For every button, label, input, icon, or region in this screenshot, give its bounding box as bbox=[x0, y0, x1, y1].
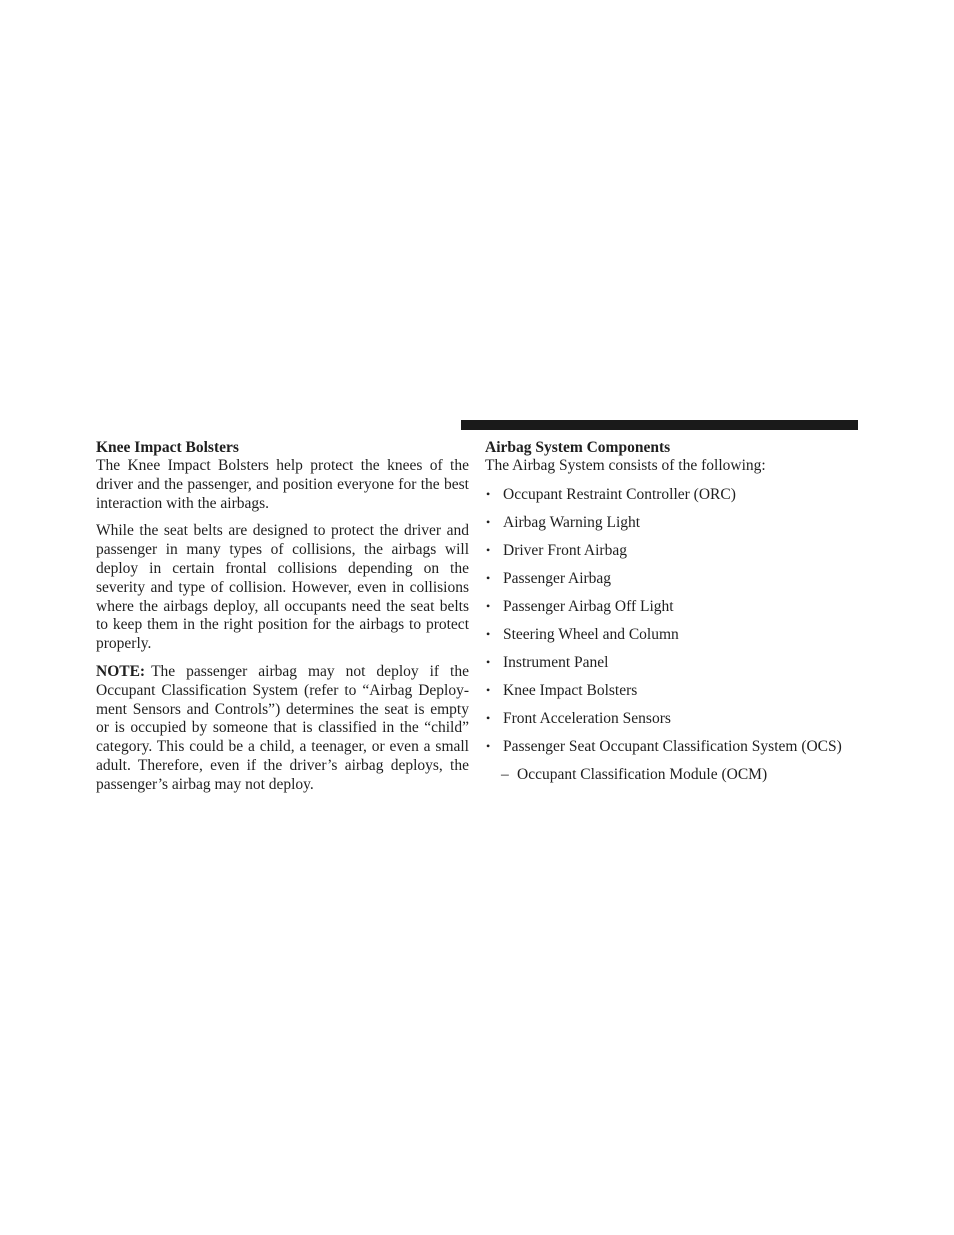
list-item-text: Passenger Airbag Off Light bbox=[503, 597, 674, 615]
note-label: NOTE: bbox=[96, 662, 146, 680]
list-item bbox=[485, 569, 865, 597]
left-column bbox=[96, 438, 469, 804]
right-column bbox=[485, 438, 865, 784]
knee-bolsters-heading: Knee Impact Bolsters bbox=[96, 439, 239, 456]
sub-list-item bbox=[485, 765, 865, 784]
airbag-components-intro: The Airbag System consists of the following: bbox=[485, 457, 766, 474]
list-item-text: Steering Wheel and Column bbox=[503, 625, 679, 643]
bullet-icon: • bbox=[486, 598, 491, 613]
list-item bbox=[485, 681, 865, 709]
section-header-rule bbox=[461, 420, 858, 430]
list-item bbox=[485, 485, 865, 513]
knee-bolsters-paragraph: The Knee Impact Bolsters help protect the knees of the driver and the passenger, and position everyone for the best interaction with the airbags. bbox=[96, 457, 469, 512]
list-item-text: Passenger Seat Occupant Classification System (OCS) bbox=[503, 737, 842, 755]
list-item-text: Knee Impact Bolsters bbox=[503, 681, 638, 699]
bullet-icon: • bbox=[486, 710, 491, 725]
bullet-icon: • bbox=[486, 626, 491, 641]
note-text: The passenger airbag may not deploy if the Occupant Classification System (refer to “Airbag Deploy-ment Sensors and Controls”) determines the seat is empty or is occupied by someone that is classified in the “child” category. This could be a child, a teenager, or even a small adult. Therefore, even if the driver’s airbag deploys, the passenger’s airbag may not deploy. bbox=[96, 662, 469, 793]
list-item-text: Passenger Airbag bbox=[503, 569, 612, 587]
list-item-text: Front Acceleration Sensors bbox=[503, 709, 671, 727]
list-item bbox=[485, 737, 865, 765]
list-item bbox=[485, 653, 865, 681]
list-item bbox=[485, 709, 865, 737]
list-item bbox=[485, 597, 865, 625]
bullet-icon: • bbox=[486, 654, 491, 669]
list-item-text: Occupant Restraint Controller (ORC) bbox=[503, 485, 736, 503]
bullet-icon: • bbox=[486, 486, 491, 501]
bullet-icon: • bbox=[486, 514, 491, 529]
components-list bbox=[485, 485, 865, 765]
airbag-components-heading: Airbag System Components bbox=[485, 439, 671, 456]
list-item-text: Driver Front Airbag bbox=[503, 541, 627, 559]
seat-belts-paragraph: While the seat belts are designed to protect the driver and passenger in many types of collisions, the airbags will deploy in certain frontal collisions depending on the severity and type of collision. However, even in collisions where the airbags deploy, all occupants need the seat belts to keep them in the right position for the airbags to protect properly. bbox=[96, 522, 469, 653]
sub-list-item-text: Occupant Classification Module (OCM) bbox=[517, 765, 768, 783]
bullet-icon: • bbox=[486, 738, 491, 753]
note-paragraph bbox=[96, 663, 469, 795]
bullet-icon: • bbox=[486, 542, 491, 557]
bullet-icon: • bbox=[486, 682, 491, 697]
dash-icon: – bbox=[501, 765, 509, 783]
list-item-text: Instrument Panel bbox=[503, 653, 609, 671]
list-item bbox=[485, 625, 865, 653]
bullet-icon: • bbox=[486, 570, 491, 585]
list-item bbox=[485, 541, 865, 569]
list-item bbox=[485, 513, 865, 541]
list-item-text: Airbag Warning Light bbox=[503, 513, 641, 531]
